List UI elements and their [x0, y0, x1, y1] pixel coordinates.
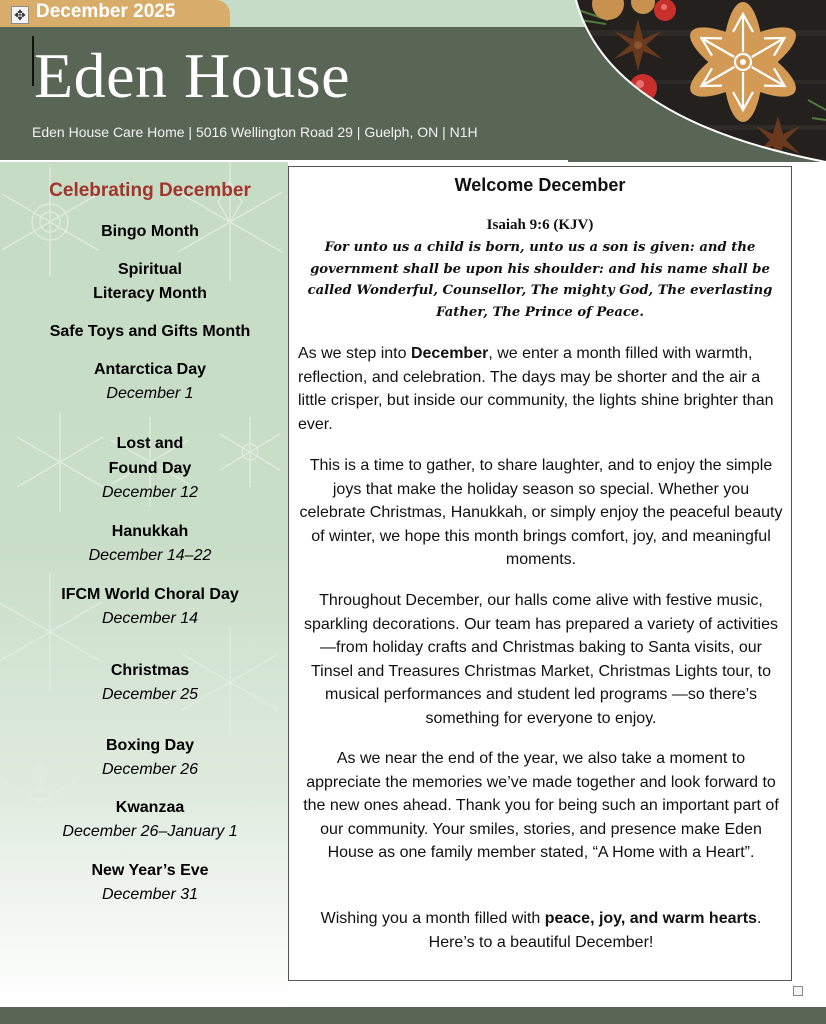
- event-date: December 26–January 1: [62, 823, 238, 840]
- event-date: December 1: [106, 385, 194, 402]
- event-item: [0, 520, 288, 568]
- event-item: [0, 220, 288, 244]
- text-run-bold: December: [410, 345, 489, 362]
- text-run-bold: peace, joy, and warm hearts: [544, 910, 757, 927]
- event-name: New Year’s Eve: [91, 862, 209, 879]
- sidebar-title: Celebrating December: [49, 180, 251, 201]
- event-name: Bingo Month: [101, 223, 199, 240]
- event-date: December 25: [101, 686, 199, 703]
- event-item: [0, 859, 288, 907]
- paragraph-year-end: As we near the end of the year, we also take a moment to appreciate the memories we’ve made together and look forward to the new ones ahead. Thank you for being such an important part of our community. Your smiles, stories, and presence make Eden House as one family member stated, “A Home with a Heart”.: [303, 750, 779, 861]
- event-item: [0, 258, 288, 306]
- event-item: [0, 583, 288, 631]
- header-photo: [568, 0, 826, 162]
- text-run: As we step into: [298, 345, 411, 362]
- event-name: Hanukkah: [111, 523, 189, 540]
- paragraph-intro: [298, 342, 784, 436]
- cookie-photo-icon: [568, 0, 826, 162]
- event-date: December 14: [101, 610, 199, 627]
- event-date: December 12: [101, 484, 199, 501]
- event-item: [0, 432, 288, 505]
- paragraph-closing: [298, 907, 784, 954]
- month-label: December 2025: [36, 1, 176, 22]
- paragraph-activities: Throughout December, our halls come alive with festive music, sparkling decorations. Our team has prepared a variety of activities—from holiday crafts and Christmas baking to Santa visits, our Tinsel and Treasures Christmas Market, Christmas Lights tour, to musical performances and student led programs —so there’s something for everyone to enjoy.: [303, 592, 778, 727]
- event-name: Spiritual: [117, 261, 182, 278]
- event-name: Christmas: [110, 662, 190, 679]
- page-title[interactable]: Eden House: [34, 40, 351, 111]
- event-item: [0, 796, 288, 844]
- welcome-text-box[interactable]: [288, 166, 792, 981]
- paragraph-gather: This is a time to gather, to share laughter, and to enjoy the simple joys that make the holiday season so special. Whether you celebrate Christmas, Hanukkah, or simply enjoy the peaceful beauty of winter, we hope this month brings comfort, joy, and meaningful moments.: [299, 457, 783, 568]
- event-date: December 14–22: [88, 547, 212, 564]
- event-date: December 31: [101, 886, 199, 903]
- text-run: Wishing you a month filled with: [320, 910, 545, 927]
- event-name: Lost and: [116, 435, 184, 452]
- event-item: [0, 358, 288, 406]
- event-name: Found Day: [108, 460, 192, 477]
- sidebar: [0, 162, 288, 1007]
- event-name: Literacy Month: [93, 285, 207, 302]
- footer-band: [0, 1007, 826, 1024]
- event-name: Safe Toys and Gifts Month: [49, 323, 251, 340]
- event-name: IFCM World Choral Day: [61, 586, 239, 603]
- text-run: , we enter a month filled with warmth, reflection, and celebration. The days may be shorter and the air a little crisper, but inside our community, the lights shine brighter than ever.: [298, 345, 774, 433]
- event-name: Antarctica Day: [93, 361, 207, 378]
- verse-text: For unto us a child is born, unto us a son is given: and the government shall be upon his shoulder: and his name shall be called Wonderful, Counsellor, The mighty God, The everlasting Father, The Prince of Peace.: [307, 240, 773, 320]
- event-date: December 26: [101, 761, 199, 778]
- event-item: [0, 659, 288, 707]
- event-item: [0, 320, 288, 344]
- welcome-title: Welcome December: [454, 175, 626, 195]
- event-name: Kwanzaa: [115, 799, 185, 816]
- text-run: . Here’s to a beautiful December!: [428, 910, 762, 951]
- resize-handle-icon[interactable]: [793, 986, 803, 996]
- event-name: Boxing Day: [105, 737, 194, 754]
- verse-reference: Isaiah 9:6 (KJV): [486, 217, 594, 233]
- event-item: [0, 734, 288, 782]
- move-handle-icon[interactable]: ✥: [11, 6, 29, 24]
- address-line[interactable]: Eden House Care Home | 5016 Wellington Road 29 | Guelph, ON | N1H: [32, 124, 478, 140]
